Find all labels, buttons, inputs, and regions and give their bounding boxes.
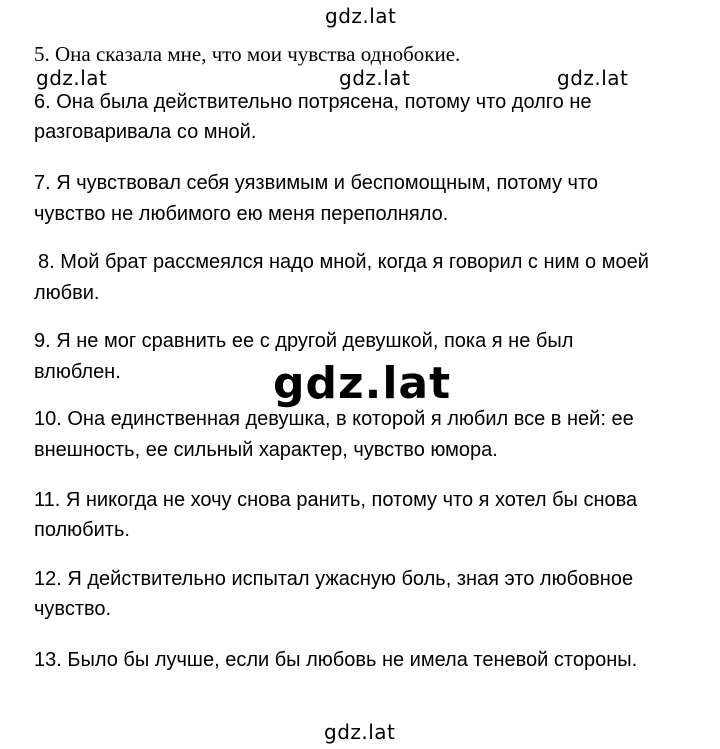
watermark-row-right: gdz.lat <box>557 66 629 90</box>
sentence-9-line-1: 9. Я не мог сравнить ее с другой девушкой, пока я не был <box>34 330 574 352</box>
sentence-7-line-2: чувство не любимого ею меня переполняло. <box>34 203 449 225</box>
sentence-8-line-1: 8. Мой брат рассмеялся надо мной, когда я говорил с ним о моей <box>38 251 649 273</box>
sentence-6-line-2: разговаривала со мной. <box>34 121 257 143</box>
watermark-row-left: gdz.lat <box>36 66 108 90</box>
sentence-12-line-1: 12. Я действительно испытал ужасную боль, зная это любовное <box>34 568 634 590</box>
sentence-11-line-1: 11. Я никогда не хочу снова ранить, потому что я хотел бы снова <box>34 489 638 511</box>
watermark-row-mid: gdz.lat <box>339 66 411 90</box>
sentence-10-line-2: внешность, ее сильный характер, чувство юмора. <box>34 439 498 461</box>
sentence-9-line-2: влюблен. <box>34 361 121 383</box>
sentence-12-line-2: чувство. <box>34 598 112 620</box>
sentence-11-line-2: полюбить. <box>34 519 130 541</box>
sentence-10-line-1: 10. Она единственная девушка, в которой я любил все в ней: ее <box>34 408 634 430</box>
sentence-6-line-1: 6. Она была действительно потрясена, потому что долго не <box>34 91 592 113</box>
sentence-5: 5. Она сказала мне, что мои чувства однобокие. <box>34 42 461 66</box>
sentence-8-line-2: любви. <box>34 282 100 304</box>
sentence-7-line-1: 7. Я чувствовал себя уязвимым и беспомощным, потому что <box>34 172 599 194</box>
sentence-13: 13. Было бы лучше, если бы любовь не имела теневой стороны. <box>34 649 638 671</box>
watermark-bottom: gdz.lat <box>324 720 396 744</box>
watermark-top: gdz.lat <box>325 4 397 28</box>
watermark-center: gdz.lat <box>273 358 452 409</box>
